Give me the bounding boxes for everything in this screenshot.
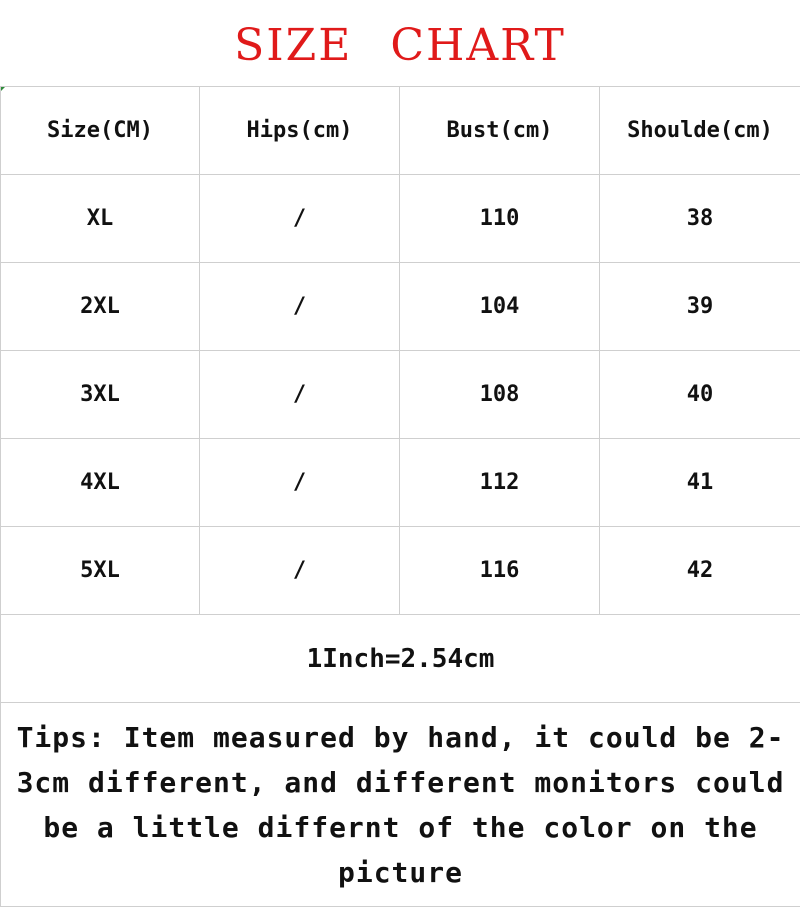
tips-row [1, 703, 800, 907]
cell-shoulder: 40 [600, 351, 800, 439]
header-bust: Bust(cm) [400, 87, 600, 175]
cell-shoulder: 38 [600, 175, 800, 263]
header-size: Size(CM) [1, 87, 200, 175]
table-row [1, 527, 800, 615]
cell-size: 5XL [1, 527, 200, 615]
cell-hips: / [200, 263, 400, 351]
cell-shoulder: 39 [600, 263, 800, 351]
cell-hips: / [200, 527, 400, 615]
cell-shoulder: 41 [600, 439, 800, 527]
cell-size: XL [1, 175, 200, 263]
measurement-tips: Tips: Item measured by hand, it could be 2-3cm different, and different monitors could be a little differnt of the color on the picture [1, 703, 800, 907]
table-row [1, 351, 800, 439]
table-row [1, 439, 800, 527]
cell-hips: / [200, 351, 400, 439]
cell-bust: 112 [400, 439, 600, 527]
cell-bust: 108 [400, 351, 600, 439]
cell-bust: 116 [400, 527, 600, 615]
cell-size: 2XL [1, 263, 200, 351]
table-row [1, 175, 800, 263]
size-chart-title: SIZE CHART [234, 20, 566, 71]
size-chart-table [0, 86, 800, 907]
table-row [1, 263, 800, 351]
cell-bust: 104 [400, 263, 600, 351]
cell-hips: / [200, 175, 400, 263]
header-hips: Hips(cm) [200, 87, 400, 175]
cell-bust: 110 [400, 175, 600, 263]
cell-shoulder: 42 [600, 527, 800, 615]
cell-size: 3XL [1, 351, 200, 439]
inch-conversion-note: 1Inch=2.54cm [1, 615, 800, 703]
cell-hips: / [200, 439, 400, 527]
header-shoulder: Shoulde(cm) [600, 87, 800, 175]
cell-size: 4XL [1, 439, 200, 527]
conversion-row [1, 615, 800, 703]
header-row [1, 87, 800, 175]
